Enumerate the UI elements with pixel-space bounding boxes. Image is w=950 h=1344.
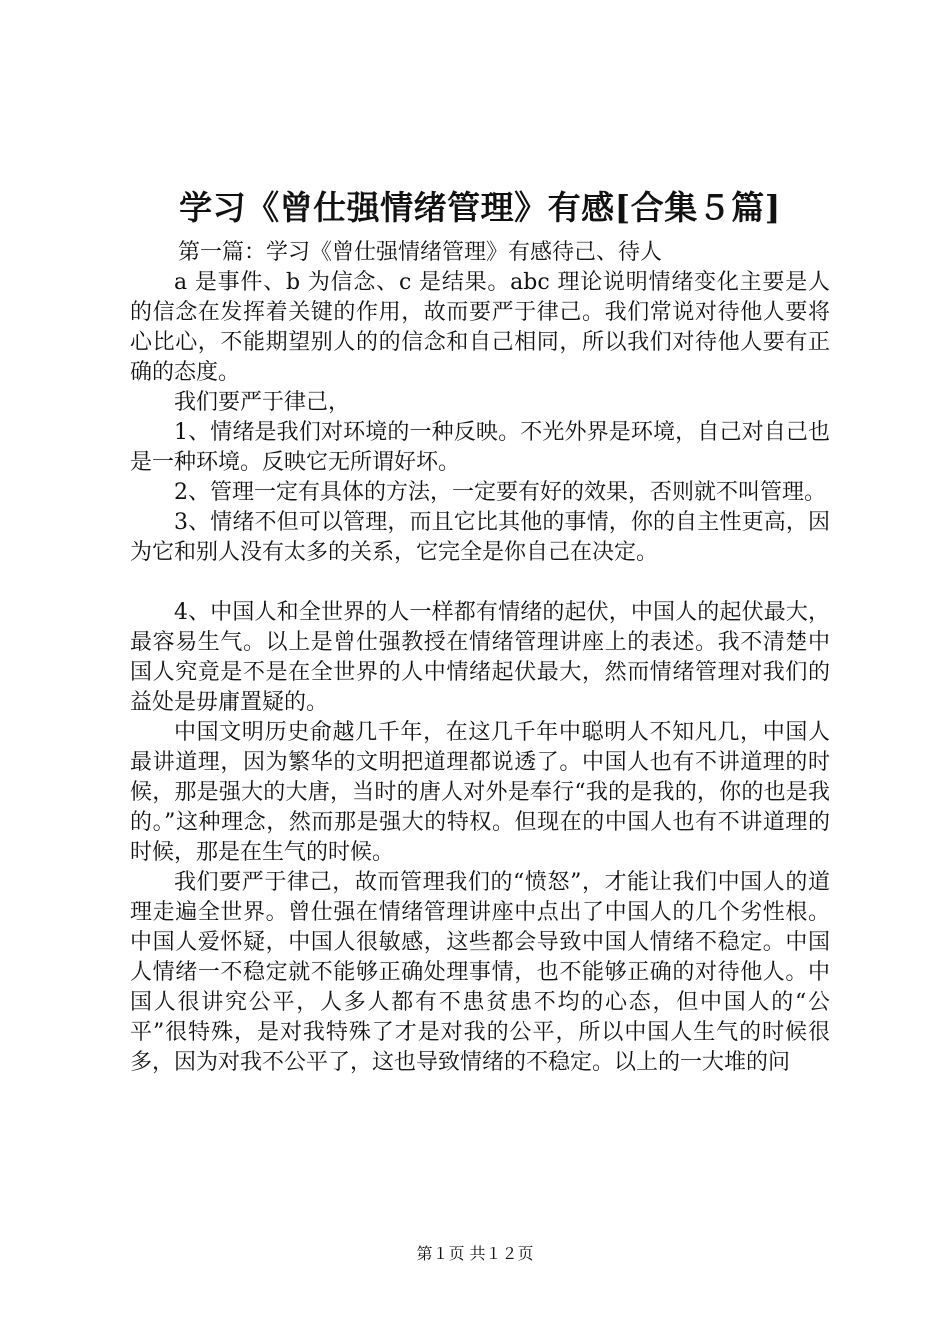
document-page [130, 178, 830, 1078]
page-number-footer: 第１页 共１２页 [416, 1244, 534, 1263]
paragraph-self-discipline: 我们要严于律己， [174, 390, 351, 415]
paragraph-manage-anger: 我们要严于律己，故而管理我们的“愤怒”，才能让我们中国人的道理走遍全世界。曾仕强在情绪管理讲座中点出了中国人的几个劣性根。中国人爱怀疑，中国人很敏感，这些都会导致中国人情绪不稳定。中国人情绪一不稳定就不能够正确处理事情，也不能够正确的对待他人。中国人很讲究公平，人多人都有不患贫患不均的心态，但中国人的“公平”很特殊，是对我特殊了才是对我的公平，所以中国人生气的时候很多，因为对我不公平了，这也导致情绪的不稳定。以上的一大堆的问 [130, 870, 830, 1075]
paragraph-abc-theory: a 是事件、b 为信念、c 是结果。abc 理论说明情绪变化主要是人的信念在发挥着关键的作用，故而要严于律己。我们常说对待他人要将心比心，不能期望别人的的信念和自己相同，所以我们对待他人要有正确的态度。 [130, 270, 830, 385]
paragraph-point-1: 1、情绪是我们对环境的一种反映。不光外界是环境，自己对自己也是一种环境。反映它无所谓好坏。 [130, 420, 830, 475]
section-heading: 第一篇：学习《曾仕强情绪管理》有感待己、待人 [178, 240, 663, 265]
paragraph-chinese-civilization: 中国文明历史俞越几千年，在这几千年中聪明人不知凡几，中国人最讲道理，因为繁华的文明把道理都说透了。中国人也有不讲道理的时候，那是强大的大唐，当时的唐人对外是奉行“我的是我的，你的也是我的。”这种理念，然而那是强大的特权。但现在的中国人也有不讲道理的时候，那是在生气的时候。 [130, 720, 830, 865]
paragraph-point-4: 4、中国人和全世界的人一样都有情绪的起伏，中国人的起伏最大，最容易生气。以上是曾仕强教授在情绪管理讲座上的表述。我不清楚中国人究竟是不是在全世界的人中情绪起伏最大，然而情绪管理对我们的益处是毋庸置疑的。 [130, 600, 830, 715]
paragraph-point-3: 3、情绪不但可以管理，而且它比其他的事情，你的自主性更高，因为它和别人没有太多的关系，它完全是你自己在决定。 [130, 510, 830, 565]
document-title: 学习《曾仕强情绪管理》有感[合集５篇] [179, 188, 781, 227]
paragraph-point-2: 2、管理一定有具体的方法，一定要有好的效果，否则就不叫管理。 [174, 480, 826, 505]
